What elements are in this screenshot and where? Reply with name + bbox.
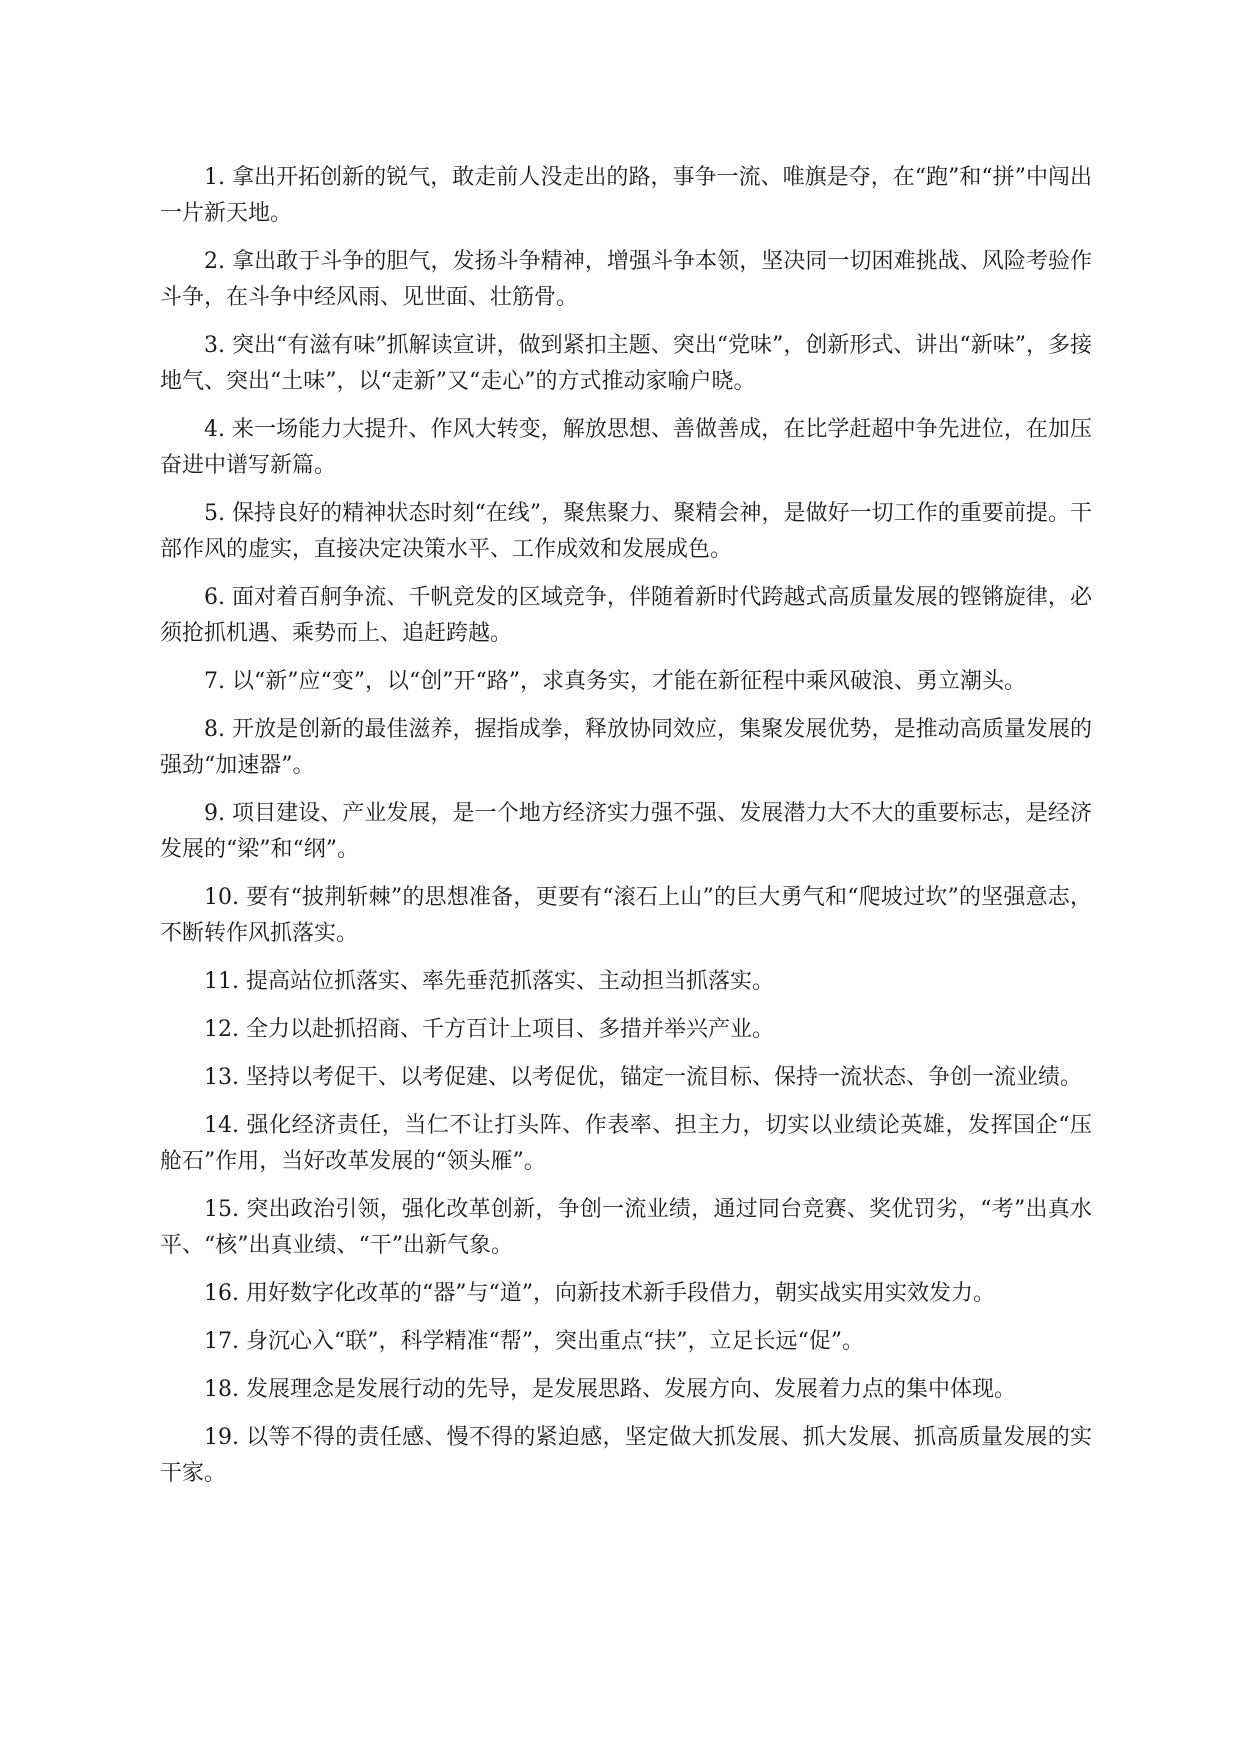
paragraph-1: 1. 拿出开拓创新的锐气，敢走前人没走出的路，事争一流、唯旗是夺，在“跑”和“拼”中闯出一片新天地。: [160, 165, 1092, 226]
paragraph-13: 13. 坚持以考促干、以考促建、以考促优，锚定一流目标、保持一流状态、争创一流业绩。: [204, 1065, 1082, 1090]
paragraph-17: 17. 身沉心入“联”，科学精准“帮”，突出重点“扶”，立足长远“促”。: [204, 1329, 864, 1354]
paragraph-6: 6. 面对着百舸争流、千帆竞发的区域竞争，伴随着新时代跨越式高质量发展的铿锵旋律，必须抢抓机遇、乘势而上、追赶跨越。: [160, 585, 1092, 646]
paragraph-8: 8. 开放是创新的最佳滋养，握指成拳，释放协同效应，集聚发展优势，是推动高质量发展的强劲“加速器”。: [160, 717, 1092, 778]
paragraph-11: 11. 提高站位抓落实、率先垂范抓落实、主动担当抓落实。: [204, 969, 774, 994]
paragraph-14: 14. 强化经济责任，当仁不让打头阵、作表率、担主力，切实以业绩论英雄，发挥国企“压舱石”作用，当好改革发展的“领头雁”。: [160, 1113, 1092, 1174]
paragraph-5: 5. 保持良好的精神状态时刻“在线”，聚焦聚力、聚精会神，是做好一切工作的重要前提。干部作风的虚实，直接决定决策水平、工作成效和发展成色。: [160, 501, 1092, 562]
paragraph-10: 10. 要有“披荆斩棘”的思想准备，更要有“滚石上山”的巨大勇气和“爬坡过坎”的坚强意志，不断转作风抓落实。: [160, 885, 1092, 946]
document-page: [160, 160, 1092, 1504]
paragraph-2: 2. 拿出敢于斗争的胆气，发扬斗争精神，增强斗争本领，坚决同一切困难挑战、风险考验作斗争，在斗争中经风雨、见世面、壮筋骨。: [160, 249, 1092, 310]
paragraph-9: 9. 项目建设、产业发展，是一个地方经济实力强不强、发展潜力大不大的重要标志，是经济发展的“梁”和“纲”。: [160, 801, 1092, 862]
paragraph-18: 18. 发展理念是发展行动的先导，是发展思路、发展方向、发展着力点的集中体现。: [204, 1377, 1016, 1402]
paragraph-15: 15. 突出政治引领，强化改革创新，争创一流业绩，通过同台竞赛、奖优罚劣，“考”出真水平、“核”出真业绩、“干”出新气象。: [160, 1197, 1092, 1258]
paragraph-4: 4. 来一场能力大提升、作风大转变，解放思想、善做善成，在比学赶超中争先进位，在加压奋进中谱写新篇。: [160, 417, 1092, 478]
paragraph-19: 19. 以等不得的责任感、慢不得的紧迫感，坚定做大抓发展、抓大发展、抓高质量发展的实干家。: [160, 1425, 1092, 1486]
paragraph-16: 16. 用好数字化改革的“器”与“道”，向新技术新手段借力，朝实战实用实效发力。: [204, 1281, 995, 1306]
paragraph-12: 12. 全力以赴抓招商、千方百计上项目、多措并举兴产业。: [204, 1017, 774, 1042]
paragraph-7: 7. 以“新”应“变”，以“创”开“路”，求真务实，才能在新征程中乘风破浪、勇立潮头。: [204, 669, 1026, 694]
paragraph-3: 3. 突出“有滋有味”抓解读宣讲，做到紧扣主题、突出“党味”，创新形式、讲出“新味”，多接地气、突出“土味”，以“走新”又“走心”的方式推动家喻户晓。: [160, 333, 1092, 394]
